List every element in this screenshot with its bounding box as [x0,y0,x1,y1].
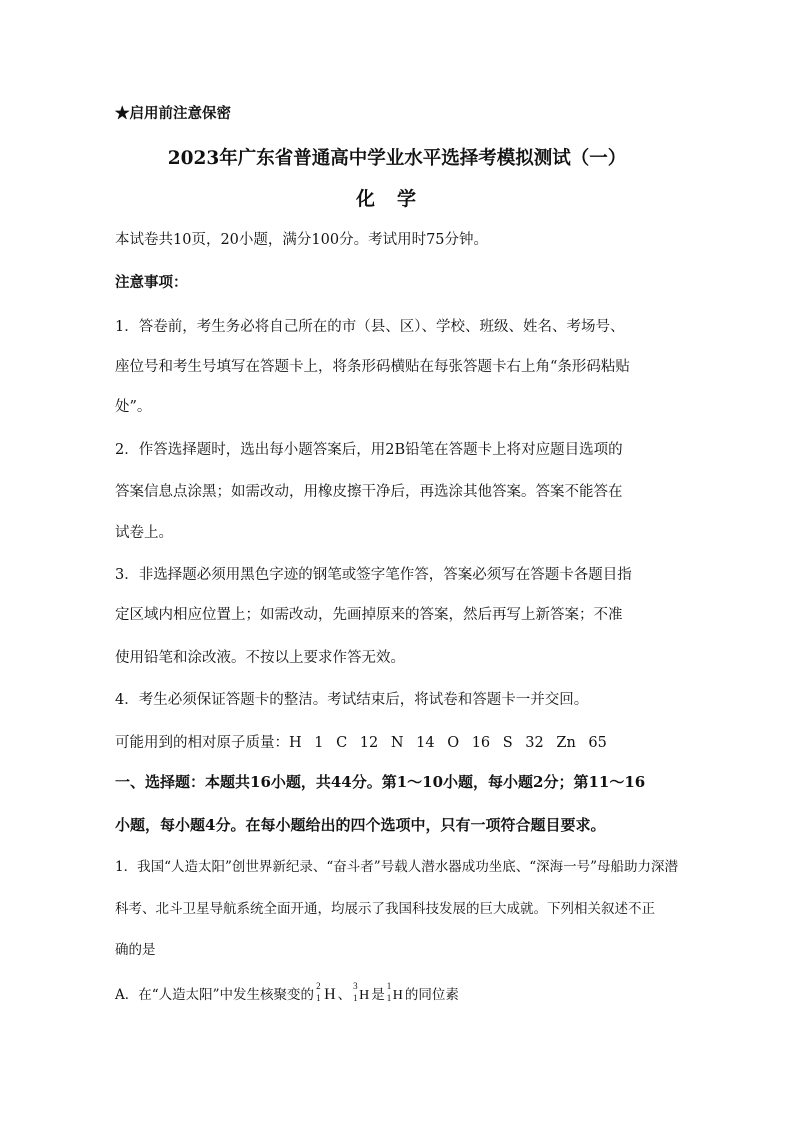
atomic-masses-label: 可能用到的相对原子质量： [115,735,289,751]
note-4: 4．考生必须保证答题卡的整洁。考试结束后，将试卷和答题卡一并交回。 [115,692,589,708]
exam-intro: 本试卷共10页，20小题，满分100分。考试用时75分钟。 [115,232,489,248]
atomic-masses [115,733,607,753]
option-a-suffix: 的同位素 [404,987,459,1003]
option-a-prefix: A．在“人造太阳”中发生核聚变的 [115,987,315,1003]
isotope-tritium: 3 1 H [353,981,370,1003]
exam-subject: 化学 [355,188,438,210]
question-1-option-a [115,981,459,1006]
note-1-line-1: 1．答卷前，考生务必将自己所在的市（县、区）、学校、班级、姓名、考场号、 [115,319,625,335]
note-3-line-1: 3．非选择题必须用黑色字迹的钢笔或签字笔作答，答案必须写在答题卡各题目指 [115,567,632,583]
question-1-stem-line-2: 科考、北斗卫星导航系统全面开通，均展示了我国科技发展的巨大成就。下列相关叙述不正 [115,901,655,917]
note-3-line-2: 定区域内相应位置上；如需改动，先画掉原来的答案，然后再写上新答案；不准 [115,607,623,623]
isotope-deuterium: 2 1 H [316,981,336,1003]
atomic-masses-values: H 1 C 12 N 14 O 16 S 32 Zn 65 [289,735,607,751]
note-2-line-1: 2．作答选择题时，选出每小题答案后，用2B铅笔在答题卡上将对应题目选项的 [115,442,623,458]
note-3-line-3: 使用铅笔和涂改液。不按以上要求作答无效。 [115,650,405,666]
section-1-heading-line-1: 一、选择题：本题共16小题，共44分。第1～10小题，每小题2分；第11～16 [115,773,646,791]
option-a-separator: 、 [337,987,352,1003]
isotope-protium: 1 1 H [386,981,403,1003]
notes-title: 注意事项： [115,274,188,291]
note-1-line-2: 座位号和考生号填写在答题卡上，将条形码横贴在每张答题卡右上角“条形码粘贴 [115,359,630,375]
question-1-stem-line-1: 1．我国“人造太阳”创世界新纪录、“奋斗者”号载人潜水器成功坐底、“深海一号”母船助力深潜 [115,859,678,875]
note-2-line-3: 试卷上。 [115,525,173,541]
option-a-mid: 是 [371,987,385,1003]
question-1-stem-line-3: 确的是 [115,942,156,958]
exam-title: 2023年广东省普通高中学业水平选择考模拟测试（一） [167,148,627,169]
section-1-heading-line-2: 小题，每小题4分。在每小题给出的四个选项中，只有一项符合题目要求。 [115,816,606,834]
note-2-line-2: 答案信息点涂黑；如需改动，用橡皮擦干净后，再选涂其他答案。答案不能答在 [115,484,623,500]
confidential-notice: ★启用前注意保密 [115,105,231,122]
note-1-line-3: 处”。 [115,399,152,415]
